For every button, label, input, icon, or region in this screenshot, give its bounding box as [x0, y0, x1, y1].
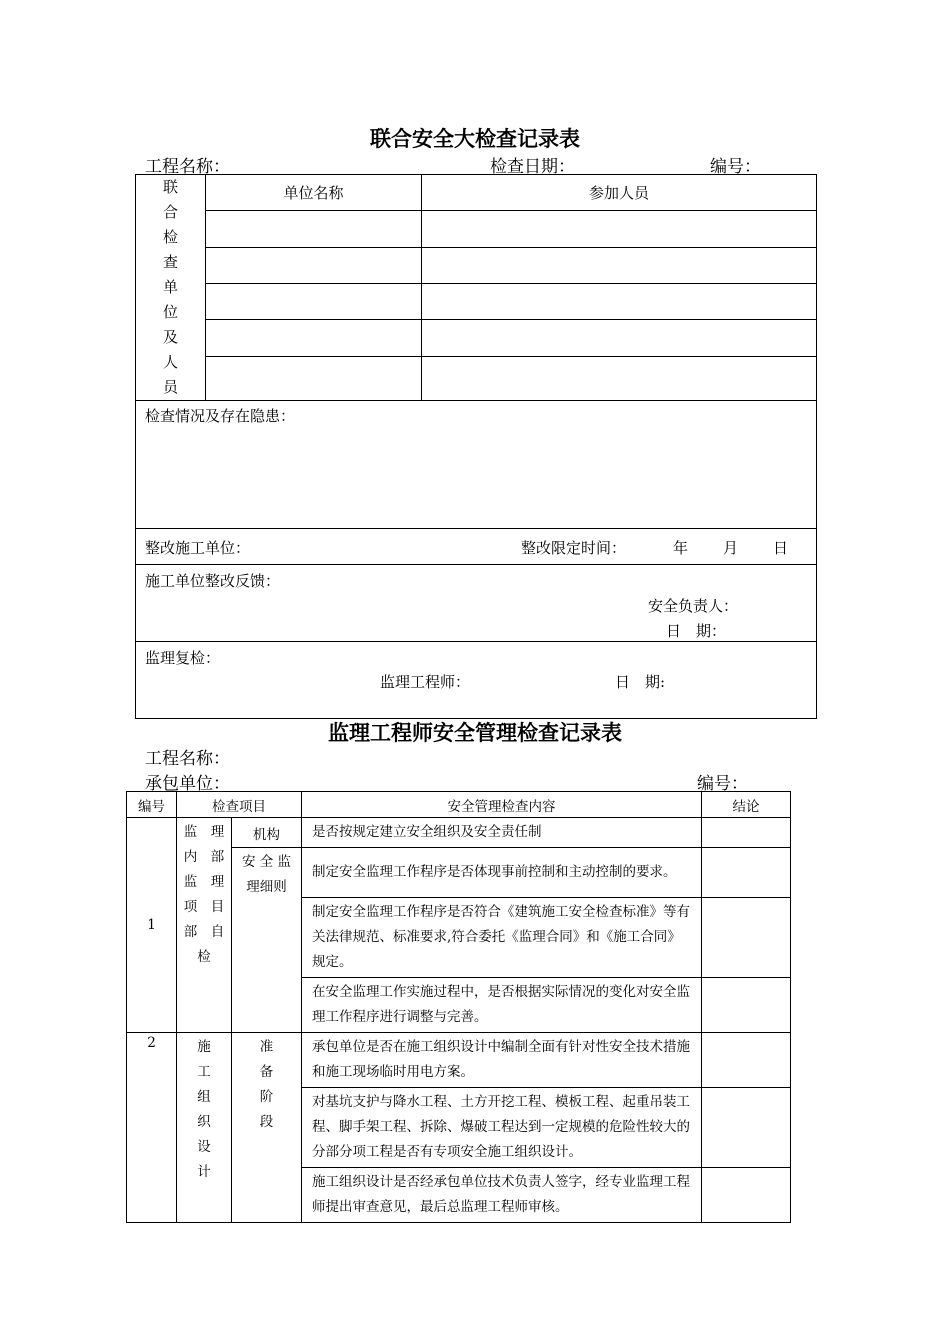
group1-category	[177, 818, 232, 1033]
safety-person-label: 安全负责人：	[648, 597, 739, 615]
vertical-label-char: 组	[197, 1089, 211, 1105]
result-cell[interactable]	[702, 978, 791, 1033]
rectification-deadline-label: 整改限定时间：	[521, 539, 627, 557]
vertical-label-char: 织	[197, 1114, 211, 1130]
participants-cell[interactable]	[422, 320, 817, 356]
vertical-label-char: 单	[162, 278, 178, 296]
group2-category	[177, 1033, 232, 1223]
result-cell[interactable]	[702, 818, 791, 848]
supervision-checklist-table	[126, 791, 791, 1223]
supervision-date-label: 日 期:	[615, 673, 666, 691]
vertical-label-char: 阶	[259, 1089, 274, 1105]
check-content-header: 安全管理检查内容	[302, 792, 702, 818]
participants-header: 参加人员	[422, 175, 817, 211]
vertical-label-char: 部 自	[183, 924, 225, 940]
group2-no: 2	[127, 1033, 177, 1223]
vertical-label-char: 人	[162, 353, 178, 371]
unit-name-header: 单位名称	[206, 175, 422, 211]
supervision-recheck-section[interactable]	[136, 642, 817, 719]
contractor-feedback-label: 施工单位整改反馈：	[145, 572, 281, 590]
deadline-year: 年	[673, 539, 689, 557]
check-content-cell: 承包单位是否在施工组织设计中编制全面有针对性安全技术措施和施工现场临时用电方案。	[302, 1033, 702, 1088]
feedback-date-label: 日 期：	[666, 622, 727, 640]
vertical-label-char: 联	[162, 178, 178, 196]
inspection-findings-section[interactable]	[136, 401, 817, 529]
vertical-label-char: 检	[197, 949, 211, 965]
unit-name-cell[interactable]	[206, 320, 422, 356]
supervision-recheck-label: 监理复检：	[145, 649, 221, 667]
group1-no: 1	[127, 818, 177, 1033]
deadline-day: 日	[773, 539, 789, 557]
result-cell[interactable]	[702, 1088, 791, 1168]
vertical-label-char: 备	[259, 1064, 274, 1080]
result-cell[interactable]	[702, 898, 791, 978]
unit-name-cell[interactable]	[206, 283, 422, 319]
group1-sub-safety-rules	[232, 848, 302, 1033]
check-content-cell: 是否按规定建立安全组织及安全责任制	[302, 818, 702, 848]
check-content-cell: 制定安全监理工作程序是否体现事前控制和主动控制的要求。	[302, 848, 702, 898]
vertical-label-char: 理细则	[246, 879, 287, 895]
unit-name-cell[interactable]	[206, 247, 422, 283]
form2-project-name-label: 工程名称：	[145, 749, 230, 769]
contractor-feedback-section[interactable]	[136, 565, 817, 642]
vertical-label-char: 项 目	[183, 899, 225, 915]
vertical-label-char: 内 部	[183, 849, 225, 865]
check-content-cell: 施工组织设计是否经承包单位技术负责人签字，经专业监理工程师提出审查意见，最后总监理工程师审核。	[302, 1168, 702, 1223]
form1-project-name-label: 工程名称：	[145, 157, 230, 177]
participants-cell[interactable]	[422, 356, 817, 400]
form2-contractor-label: 承包单位：	[145, 774, 230, 794]
participants-cell[interactable]	[422, 211, 817, 247]
vertical-label-char: 准	[259, 1039, 274, 1055]
no-header: 编号	[127, 792, 177, 818]
check-item-header: 检查项目	[177, 792, 302, 818]
vertical-label-char: 查	[162, 253, 178, 271]
rectification-unit-label: 整改施工单位：	[145, 539, 251, 557]
vertical-label-char: 及	[162, 328, 178, 346]
inspection-findings-label: 检查情况及存在隐患：	[145, 407, 296, 425]
result-cell[interactable]	[702, 1033, 791, 1088]
vertical-label-char: 安 全 监	[241, 854, 292, 870]
vertical-label-char: 监 理	[183, 824, 225, 840]
vertical-label-char: 计	[197, 1164, 211, 1180]
form1-serial-label: 编号：	[710, 157, 761, 177]
result-header: 结论	[702, 792, 791, 818]
check-content-cell: 在安全监理工作实施过程中，是否根据实际情况的变化对安全监理工作程序进行调整与完善。	[302, 978, 702, 1033]
form1-check-date-label: 检查日期：	[490, 157, 575, 177]
form2-title: 监理工程师安全管理检查记录表	[328, 720, 622, 745]
unit-name-cell[interactable]	[206, 211, 422, 247]
vertical-label-char: 合	[162, 203, 178, 221]
check-content-cell: 对基坑支护与降水工程、土方开挖工程、模板工程、起重吊装工程、脚手架工程、拆除、爆破工程达到一定规模的危险性较大的分部分项工程是否有专项安全施工组织设计。	[302, 1088, 702, 1168]
group2-sub-preparation	[232, 1033, 302, 1223]
form2-serial-label: 编号：	[697, 774, 748, 794]
check-content-cell: 制定安全监理工作程序是否符合《建筑施工安全检查标准》等有关法律规范、标准要求,符合委托《监理合同》和《施工合同》规定。	[302, 898, 702, 978]
participants-cell[interactable]	[422, 247, 817, 283]
vertical-label-char: 员	[162, 378, 178, 396]
result-cell[interactable]	[702, 1168, 791, 1223]
form1-title: 联合安全大检查记录表	[370, 126, 580, 151]
vertical-label-char: 段	[259, 1114, 274, 1130]
vertical-label-char: 检	[162, 228, 178, 246]
vertical-label-char: 设	[197, 1139, 211, 1155]
supervising-engineer-label: 监理工程师：	[380, 673, 471, 691]
result-cell[interactable]	[702, 848, 791, 898]
participants-cell[interactable]	[422, 283, 817, 319]
unit-name-cell[interactable]	[206, 356, 422, 400]
vertical-label-char: 位	[162, 303, 178, 321]
group1-sub-organization: 机构	[232, 818, 302, 848]
deadline-month: 月	[723, 539, 739, 557]
vertical-label-char: 工	[197, 1064, 211, 1080]
vertical-label-char: 监 理	[183, 874, 225, 890]
joint-units-side-label	[136, 175, 206, 401]
vertical-label-char: 施	[197, 1039, 211, 1055]
joint-inspection-table	[135, 174, 817, 719]
rectification-unit-row[interactable]	[136, 529, 817, 565]
